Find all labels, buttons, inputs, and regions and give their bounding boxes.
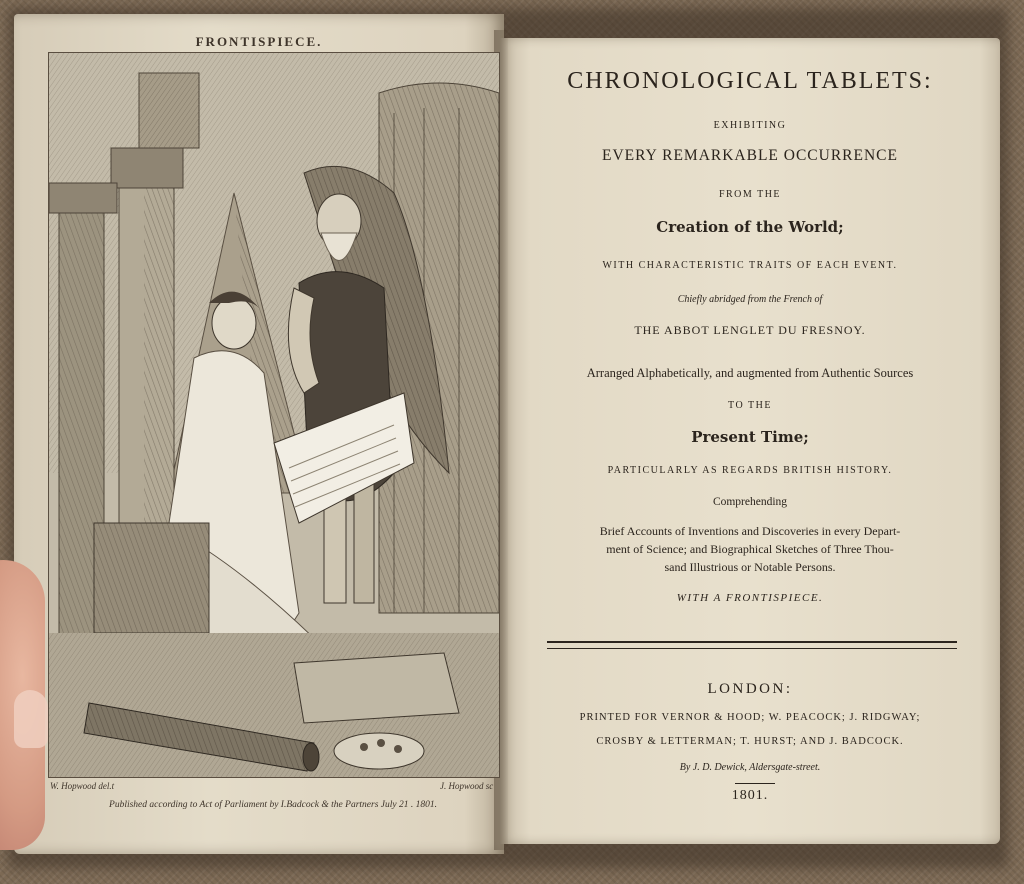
every-remarkable-line: EVERY REMARKABLE OCCURRENCE [602, 147, 898, 164]
london-line: LONDON: [707, 681, 793, 697]
with-frontispiece-line: WITH A FRONTISPIECE. [676, 592, 824, 604]
printed-for-line: PRINTED FOR VERNOR & HOOD; W. PEACOCK; J. RIDGWAY; [579, 712, 921, 723]
particularly-line: PARTICULARLY AS REGARDS BRITISH HISTORY. [607, 465, 893, 476]
creation-line: Creation of the World; [656, 218, 844, 236]
present-time-line: Present Time; [691, 428, 809, 446]
from-the-line: FROM THE [718, 189, 782, 200]
printer-line: By J. D. Dewick, Aldersgate-street. [679, 762, 821, 773]
engraver-credit-right: J. Hopwood sc [440, 781, 494, 791]
thumbnail-nail [14, 690, 48, 748]
abridged-line: Chiefly abridged from the French of [677, 294, 823, 305]
exhibiting-line: EXHIBITING [713, 120, 787, 131]
author-line: THE ABBOT LENGLET DU FRESNOY. [634, 323, 866, 337]
publication-year: 1801. [731, 788, 769, 803]
arranged-line: Arranged Alphabetically, and augmented from Authentic Sources [586, 366, 914, 380]
engraving-illustration [49, 53, 499, 777]
brief-line-2: ment of Science; and Biographical Sketches of Three Thou- [606, 542, 894, 556]
book-title: CHRONOLOGICAL TABLETS: [567, 68, 933, 94]
frontispiece-engraving [48, 52, 500, 778]
year-rule [735, 783, 775, 784]
brief-line-1: Brief Accounts of Inventions and Discoveries in every Depart- [599, 524, 901, 538]
to-the-line: TO THE [728, 400, 772, 411]
engraver-credit-left: W. Hopwood del.t [50, 781, 115, 791]
comprehending-line: Comprehending [712, 496, 788, 508]
traits-line: WITH CHARACTERISTIC TRAITS OF EACH EVENT. [602, 260, 898, 271]
frontispiece-caption: FRONTISPIECE. [195, 34, 323, 49]
artist-palette [334, 733, 424, 769]
brief-accounts-paragraph [515, 522, 985, 576]
brief-line-3: sand Illustrious or Notable Persons. [664, 560, 836, 574]
publication-line: Published according to Act of Parliament by I.Badcock & the Partners July 21 . 1801. [109, 800, 437, 810]
crosby-line: CROSBY & LETTERMAN; T. HURST; AND J. BADCOCK. [596, 736, 904, 747]
broken-tablet [294, 653, 459, 723]
double-rule-divider [547, 641, 957, 649]
